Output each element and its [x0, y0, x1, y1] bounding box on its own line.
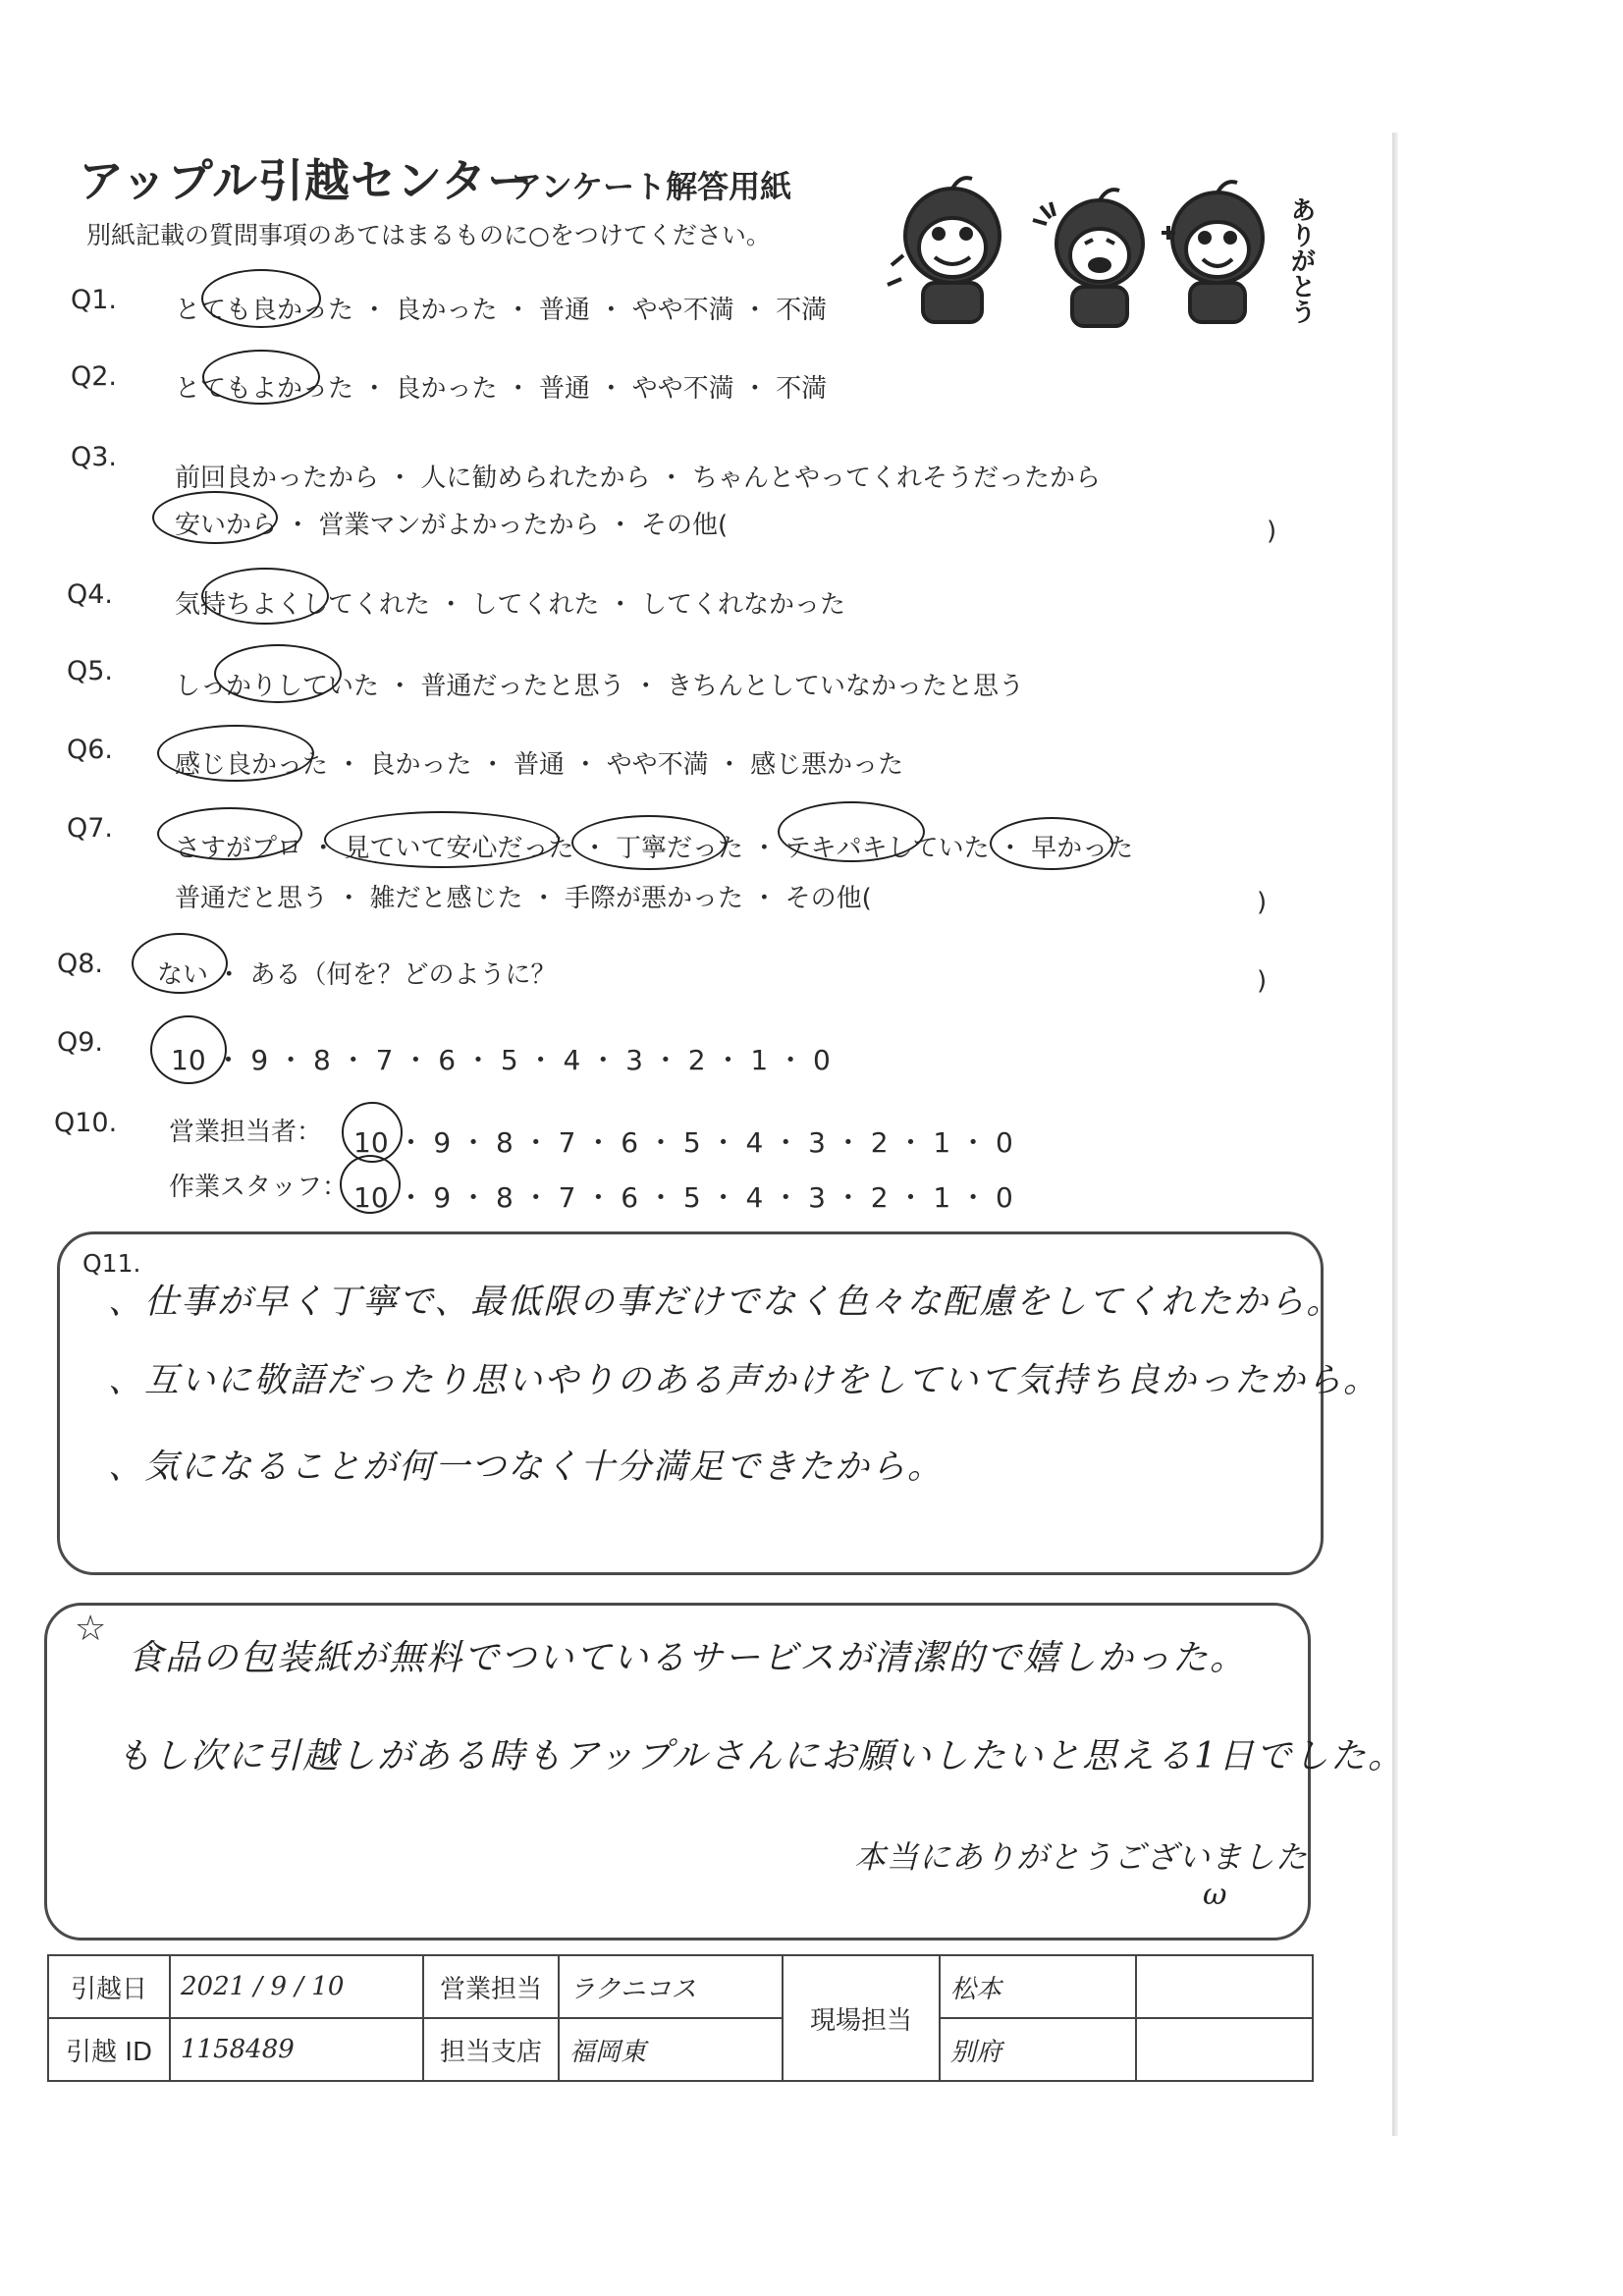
- q10-staff-role: 作業スタッフ：: [169, 1173, 349, 1202]
- q9-selected-circle: [150, 1015, 227, 1084]
- q6-label: Q6.: [67, 735, 114, 765]
- q7-selected-circle-4: [778, 801, 925, 862]
- q3-selected-circle: [152, 491, 278, 544]
- move-date-label: 引越日: [48, 1955, 170, 2018]
- page-edge-shadow: [1392, 133, 1398, 2136]
- q10-sales-scale[interactable]: 10 ・ 9 ・ 8 ・ 7 ・ 6 ・ 5 ・ 4 ・ 3 ・ 2 ・ 1 ・ 0: [353, 1126, 1013, 1159]
- q1-label: Q1.: [71, 285, 118, 315]
- q8-selected-circle: [132, 933, 228, 994]
- q8-close-paren: ): [1257, 966, 1268, 996]
- site-label: 現場担当: [783, 1955, 940, 2081]
- free-comment-2: もし次に引越しがある時もアップルさんにお願いしたいと思える1日でした。: [116, 1736, 1405, 1777]
- q8-label: Q8.: [57, 949, 104, 979]
- q11-label: Q11.: [82, 1249, 141, 1278]
- monkey-mascots-illustration: [884, 167, 1325, 344]
- q2-options[interactable]: とてもよかった ・ 良かった ・ 普通 ・ やや不満 ・ 不満: [175, 374, 828, 404]
- q2-label: Q2.: [71, 361, 118, 392]
- q4-options[interactable]: 気持ちよくしてくれた ・ してくれた ・ してくれなかった: [175, 590, 846, 620]
- q6-selected-circle: [157, 725, 314, 782]
- q10-staff-selected-circle: [340, 1155, 401, 1214]
- q7-selected-circle-3: [571, 815, 727, 870]
- move-info-table: [47, 1954, 1314, 2082]
- free-comment-1: 食品の包装紙が無料でついているサービスが清潔的で嬉しかった。: [128, 1638, 1248, 1678]
- q7-selected-circle-1: [157, 807, 302, 860]
- q2-selected-circle: [202, 350, 320, 405]
- q9-label: Q9.: [57, 1027, 104, 1058]
- q3-label: Q3.: [71, 442, 118, 472]
- site-value-2[interactable]: 别府: [940, 2018, 1136, 2081]
- star-icon: ☆: [75, 1609, 107, 1649]
- q3-options-line2[interactable]: 安いから ・ 営業マンがよかったから ・ その他(: [175, 511, 729, 540]
- signature-mark: ω: [1203, 1878, 1229, 1912]
- q1-selected-circle: [201, 269, 321, 328]
- move-date-value[interactable]: 2021 / 9 / 10: [170, 1955, 423, 2018]
- q10-sales-role: 営業担当者：: [169, 1118, 323, 1147]
- q1-options[interactable]: とても良かった ・ 良かった ・ 普通 ・ やや不満 ・ 不満: [175, 296, 828, 325]
- q6-options[interactable]: 感じ良かった ・ 良かった ・ 普通 ・ やや不満 ・ 感じ悪かった: [175, 750, 904, 780]
- monkey-3-icon: [1162, 182, 1263, 322]
- move-id-label: 引越 ID: [48, 2018, 170, 2081]
- q4-label: Q4.: [67, 579, 114, 610]
- q7-label: Q7.: [67, 813, 114, 844]
- q10-label: Q10.: [54, 1108, 118, 1138]
- q3-options-line1[interactable]: 前回良かったから ・ 人に勧められたから ・ ちゃんとやってくれそうだったから: [175, 464, 1102, 493]
- move-id-value[interactable]: 1158489: [170, 2018, 423, 2081]
- q5-label: Q5.: [67, 656, 114, 686]
- form-subtitle: アンケート解答用紙: [511, 168, 792, 205]
- q5-options[interactable]: しっかりしていた ・ 普通だったと思う ・ きちんとしていなかったと思う: [175, 672, 1025, 701]
- q7-options-line1[interactable]: さすがプロ ・ 見ていて安心だった ・ 丁寧だった ・ テキパキしていた ・ 早かった: [175, 834, 1134, 863]
- q7-close-paren: ): [1257, 888, 1268, 917]
- monkey-2-icon: [1033, 190, 1143, 326]
- sales-value[interactable]: ラクニコス: [559, 1955, 783, 2018]
- q10-staff-scale[interactable]: 10 ・ 9 ・ 8 ・ 7 ・ 6 ・ 5 ・ 4 ・ 3 ・ 2 ・ 1 ・ 0: [353, 1181, 1013, 1214]
- q5-selected-circle: [214, 644, 342, 703]
- q7-selected-circle-5: [990, 817, 1113, 870]
- q11-comment-3: 、気になることが何一つなく十分満足できたから。: [108, 1448, 945, 1487]
- q11-comment-2: 、互いに敬語だったり思いやりのある声かけをしていて気持ち良かったから。: [108, 1361, 1380, 1400]
- q9-scale[interactable]: 10 ・ 9 ・ 8 ・ 7 ・ 6 ・ 5 ・ 4 ・ 3 ・ 2 ・ 1 ・ 0: [171, 1044, 831, 1076]
- instructions: 別紙記載の質問事項のあてはまるものに○をつけてください。: [86, 221, 771, 249]
- site-value-1[interactable]: 松本: [940, 1955, 1136, 2018]
- q11-comment-1: 、仕事が早く丁寧で、最低限の事だけでなく色々な配慮をしてくれたから。: [108, 1283, 1343, 1322]
- q10-sales-selected-circle: [342, 1102, 403, 1163]
- q3-close-paren: ): [1267, 517, 1277, 546]
- branch-label: 担当支店: [423, 2018, 559, 2081]
- monkey-1-icon: [888, 178, 1000, 322]
- free-comment-closing: 本当にありがとうございました: [854, 1838, 1309, 1876]
- q4-selected-circle: [201, 568, 329, 625]
- branch-value[interactable]: 福岡東: [559, 2018, 783, 2081]
- q7-options-line2[interactable]: 普通だと思う ・ 雑だと感じた ・ 手際が悪かった ・ その他(: [175, 884, 872, 913]
- empty-cell-2[interactable]: [1136, 2018, 1313, 2081]
- q8-options[interactable]: ない ・ ある（何を？どのように？: [157, 960, 557, 990]
- empty-cell-1[interactable]: [1136, 1955, 1313, 2018]
- q7-selected-circle-2: [324, 811, 560, 868]
- company-title: アップル引越センター: [79, 154, 534, 207]
- mascot-text: ありがとう: [1286, 196, 1316, 324]
- sales-label: 営業担当: [423, 1955, 559, 2018]
